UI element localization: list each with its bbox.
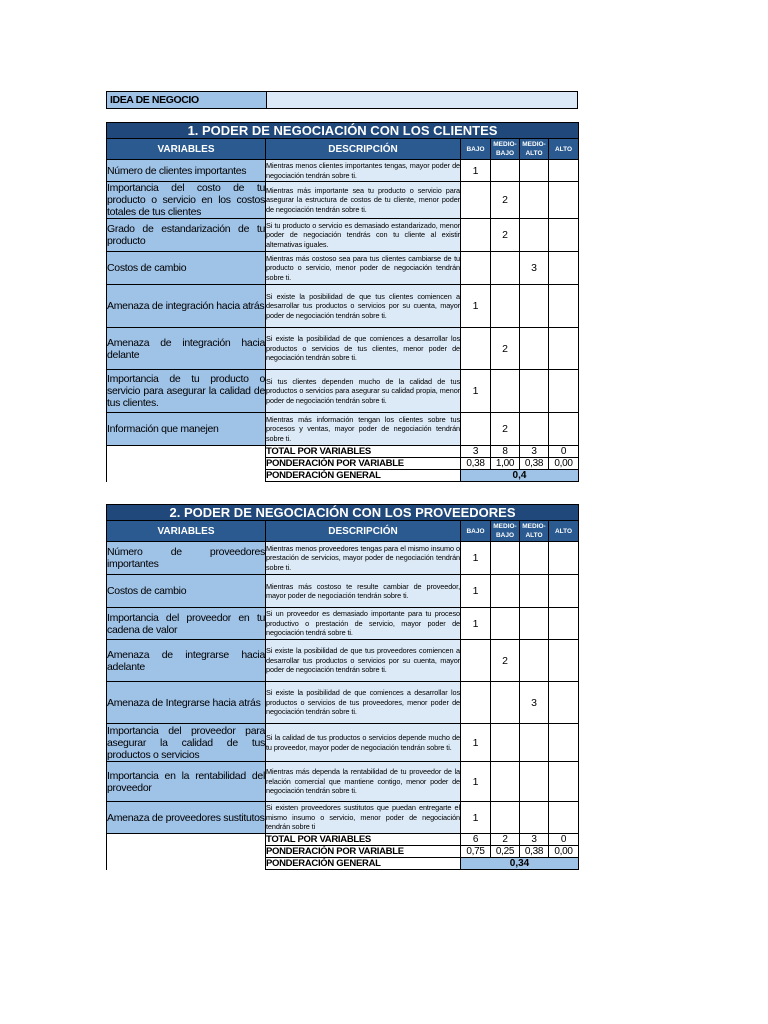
description-cell: Mientras más información tengan los clientes sobre tus procesos y ventas, mayor poder de negociación tendrán sobre ti.	[266, 413, 461, 446]
header-description: DESCRIPCIÓN	[266, 139, 461, 160]
pond-medio-bajo: 0,25	[491, 846, 520, 858]
score-medio-bajo[interactable]	[491, 682, 520, 724]
score-bajo[interactable]	[461, 682, 491, 724]
variable-cell: Importancia del costo de tu producto o servicio en los costos totales de tus clientes	[107, 182, 265, 218]
table-row	[107, 724, 579, 762]
pond-label: PONDERACIÓN POR VARIABLE	[266, 458, 461, 470]
table-row	[107, 575, 579, 608]
score-medio-alto[interactable]: 3	[520, 682, 549, 724]
score-medio-bajo[interactable]: 2	[491, 413, 520, 446]
variable-cell: Importancia de tu producto o servicio para asegurar la calidad de tus clientes.	[107, 370, 266, 413]
general-value: 0,34	[461, 858, 579, 870]
variable-cell: Número de proveedores importantes	[107, 542, 266, 575]
score-alto[interactable]	[549, 762, 579, 802]
variable-cell: Amenaza de integración hacia atrás	[107, 285, 266, 328]
score-medio-alto[interactable]	[520, 608, 549, 640]
section-title: 2. PODER DE NEGOCIACIÓN CON LOS PROVEEDORES	[107, 505, 579, 521]
table-row	[107, 640, 579, 682]
score-medio-bajo[interactable]	[491, 608, 520, 640]
pond-bajo: 0,75	[461, 846, 491, 858]
general-value: 0,4	[461, 470, 579, 482]
total-alto: 0	[549, 446, 579, 458]
score-bajo[interactable]	[461, 252, 491, 285]
total-medio-alto: 3	[520, 834, 549, 846]
score-bajo[interactable]: 1	[461, 575, 491, 608]
score-medio-bajo[interactable]: 2	[491, 219, 520, 252]
score-medio-alto[interactable]	[520, 413, 549, 446]
score-medio-alto[interactable]	[520, 219, 549, 252]
score-medio-alto[interactable]	[520, 160, 549, 182]
score-bajo[interactable]: 1	[461, 762, 491, 802]
pond-bajo: 0,38	[461, 458, 491, 470]
total-label: TOTAL POR VARIABLES	[266, 446, 461, 458]
table-row	[107, 252, 579, 285]
score-medio-alto[interactable]	[520, 542, 549, 575]
score-medio-alto[interactable]	[520, 724, 549, 762]
header-medio-alto: MEDIO-ALTO	[520, 139, 549, 160]
description-cell: Si existe la posibilidad de que comiences a desarrollar los productos o servicios de tus clientes, menor poder de negociación tendrán sobre ti.	[266, 328, 461, 370]
section-title: 1. PODER DE NEGOCIACIÓN CON LOS CLIENTES	[107, 123, 579, 139]
description-cell: Si tus clientes dependen mucho de la calidad de tus productos o servicios para asegurar su calidad propia, menor poder de negociación tendrán sobre ti.	[266, 370, 461, 413]
header-alto: ALTO	[549, 521, 579, 542]
score-alto[interactable]	[549, 724, 579, 762]
idea-value[interactable]	[267, 92, 578, 109]
clients-table	[106, 122, 579, 482]
variable-cell: Grado de estandarización de tu producto	[107, 219, 266, 252]
score-bajo[interactable]	[461, 182, 491, 219]
score-alto[interactable]	[549, 413, 579, 446]
description-cell: Si un proveedor es demasiado importante para tu proceso productivo o prestación de servicio, mayor poder de negociación tendrá sobre ti.	[266, 608, 461, 640]
header-variables: VARIABLES	[107, 139, 266, 160]
table-row	[107, 608, 579, 640]
header-bajo: BAJO	[461, 139, 491, 160]
description-cell: Si existe la posibilidad de que tus proveedores comiencen a desarrollar tus productos o servicios por su cuenta, mayor poder de negociación tendrán sobre ti.	[266, 640, 461, 682]
table-row	[107, 370, 579, 413]
total-alto: 0	[549, 834, 579, 846]
variable-cell: Número de clientes importantes	[107, 160, 266, 182]
pond-medio-alto: 0,38	[520, 458, 549, 470]
score-alto[interactable]	[549, 682, 579, 724]
description-cell: Mientras más costoso te resulte cambiar de proveedor, mayor poder de negociación tendrán sobre ti.	[266, 575, 461, 608]
score-medio-alto[interactable]	[520, 802, 549, 834]
variable-cell: Amenaza de proveedores sustitutos	[107, 802, 266, 834]
score-medio-bajo[interactable]: 2	[491, 182, 520, 219]
score-medio-alto[interactable]	[520, 762, 549, 802]
total-medio-bajo: 8	[491, 446, 520, 458]
table-row	[107, 160, 579, 182]
score-bajo[interactable]: 1	[461, 370, 491, 413]
pond-alto: 0,00	[549, 458, 579, 470]
variable-cell: Costos de cambio	[107, 575, 266, 608]
total-label: TOTAL POR VARIABLES	[266, 834, 461, 846]
score-medio-bajo[interactable]	[491, 724, 520, 762]
total-medio-bajo: 2	[491, 834, 520, 846]
pond-medio-bajo: 1,00	[491, 458, 520, 470]
score-bajo[interactable]	[461, 219, 491, 252]
description-cell: Mientras más importante sea tu producto o servicio para asegurar la estructura de costos de tu cliente, menor poder de negociación tendrán sobre ti.	[266, 182, 461, 219]
table-row	[107, 182, 579, 219]
total-medio-alto: 3	[520, 446, 549, 458]
score-medio-bajo[interactable]	[491, 370, 520, 413]
score-bajo[interactable]: 1	[461, 542, 491, 575]
score-bajo[interactable]	[461, 640, 491, 682]
suppliers-table	[106, 504, 579, 870]
score-medio-alto[interactable]	[520, 285, 549, 328]
pond-label: PONDERACIÓN POR VARIABLE	[266, 846, 461, 858]
pond-alto: 0,00	[549, 846, 579, 858]
table-row	[107, 219, 579, 252]
table-row	[107, 682, 579, 724]
score-medio-alto[interactable]	[520, 575, 549, 608]
variable-cell: Amenaza de integrarse hacia adelante	[107, 640, 266, 682]
blank-cell	[107, 834, 266, 870]
score-alto[interactable]	[549, 640, 579, 682]
header-medio-bajo: MEDIO-BAJO	[491, 521, 520, 542]
description-cell: Si existe la posibilidad de que tus clientes comiencen a desarrollar tus productos o servicios por su cuenta, mayor poder de negociación tendrán sobre ti.	[266, 285, 461, 328]
description-cell: Mientras menos proveedores tengas para el mismo insumo o prestación de servicios, mayor poder de negociación tendrán sobre ti.	[266, 542, 461, 575]
idea-table	[106, 91, 578, 109]
score-medio-bajo[interactable]	[491, 802, 520, 834]
table-row	[107, 542, 579, 575]
variable-cell: Importancia del proveedor en tu cadena de valor	[107, 608, 266, 640]
variable-cell: Información que manejen	[107, 413, 266, 446]
table-row	[107, 285, 579, 328]
table-row	[107, 328, 579, 370]
score-medio-alto[interactable]	[520, 182, 549, 219]
score-alto[interactable]	[549, 252, 579, 285]
description-cell: Si existen proveedores sustitutos que puedan entregarte el mismo insumo o servicio, menor poder de negociación tendrán sobre ti	[266, 802, 461, 834]
score-medio-bajo[interactable]	[491, 285, 520, 328]
score-medio-alto[interactable]	[520, 370, 549, 413]
header-variables: VARIABLES	[107, 521, 266, 542]
score-bajo[interactable]: 1	[461, 724, 491, 762]
score-bajo[interactable]: 1	[461, 802, 491, 834]
score-medio-alto[interactable]	[520, 640, 549, 682]
variable-cell: Costos de cambio	[107, 252, 266, 285]
score-medio-alto[interactable]	[520, 328, 549, 370]
table-row	[107, 762, 579, 802]
score-medio-bajo[interactable]	[491, 542, 520, 575]
general-label: PONDERACIÓN GENERAL	[266, 470, 461, 482]
table-row	[107, 802, 579, 834]
score-alto[interactable]	[549, 370, 579, 413]
description-cell: Mientras más dependa la rentabilidad de tu proveedor de la relación comercial que mantiene contigo, menor poder de negociación tendrán sobre ti.	[266, 762, 461, 802]
score-alto[interactable]	[549, 160, 579, 182]
score-alto[interactable]	[549, 285, 579, 328]
header-description: DESCRIPCIÓN	[266, 521, 461, 542]
score-alto[interactable]	[549, 328, 579, 370]
pond-medio-alto: 0,38	[520, 846, 549, 858]
variable-cell: Amenaza de Integrarse hacia atrás	[107, 682, 266, 724]
table-row	[107, 413, 579, 446]
variable-cell: Amenaza de integración hacia delante	[107, 328, 266, 370]
score-bajo[interactable]	[461, 413, 491, 446]
description-cell: Si existe la posibilidad de que comiences a desarrollar los productos o servicios de tus proveedores, menor poder de negociación tendrán sobre ti.	[266, 682, 461, 724]
score-alto[interactable]	[549, 608, 579, 640]
score-medio-bajo[interactable]: 2	[491, 640, 520, 682]
description-cell: Mientras menos clientes importantes tengas, mayor poder de negociación tendrán sobre ti.	[266, 161, 460, 180]
description-cell: Mientras más costoso sea para tus clientes cambiarse de tu producto o servicio, menor poder de negociación tendrán sobre ti.	[266, 252, 461, 285]
score-medio-bajo[interactable]	[491, 575, 520, 608]
score-medio-alto[interactable]: 3	[520, 252, 549, 285]
total-bajo: 6	[461, 834, 491, 846]
score-medio-bajo[interactable]	[491, 252, 520, 285]
score-bajo[interactable]	[461, 328, 491, 370]
total-bajo: 3	[461, 446, 491, 458]
score-alto[interactable]	[549, 219, 579, 252]
idea-label: IDEA DE NEGOCIO	[107, 92, 267, 109]
header-alto: ALTO	[549, 139, 579, 160]
description-cell: Si tu producto o servicio es demasiado estandarizado, menor poder de negociación tendrás con tu cliente al existir alternativas iguales.	[266, 219, 461, 252]
variable-cell: Importancia del proveedor para asegurar la calidad de tus productos o servicios	[107, 724, 265, 761]
header-medio-bajo: MEDIO-BAJO	[491, 139, 520, 160]
score-alto[interactable]	[549, 802, 579, 834]
general-label: PONDERACIÓN GENERAL	[266, 858, 461, 870]
header-bajo: BAJO	[461, 521, 491, 542]
score-alto[interactable]	[549, 575, 579, 608]
description-cell: Si la calidad de tus productos o servicios depende mucho de tu proveedor, mayor poder de negociación tendrán sobre ti.	[266, 724, 461, 762]
score-medio-bajo[interactable]	[491, 762, 520, 802]
score-medio-bajo[interactable]	[491, 160, 520, 182]
variable-cell: Importancia en la rentabilidad del proveedor	[107, 762, 266, 802]
score-bajo[interactable]: 1	[461, 285, 491, 328]
score-alto[interactable]	[549, 542, 579, 575]
score-bajo[interactable]: 1	[461, 608, 491, 640]
score-bajo[interactable]: 1	[461, 160, 491, 182]
score-medio-bajo[interactable]: 2	[491, 328, 520, 370]
score-alto[interactable]	[549, 182, 579, 219]
blank-cell	[107, 446, 266, 482]
header-medio-alto: MEDIO-ALTO	[520, 521, 549, 542]
